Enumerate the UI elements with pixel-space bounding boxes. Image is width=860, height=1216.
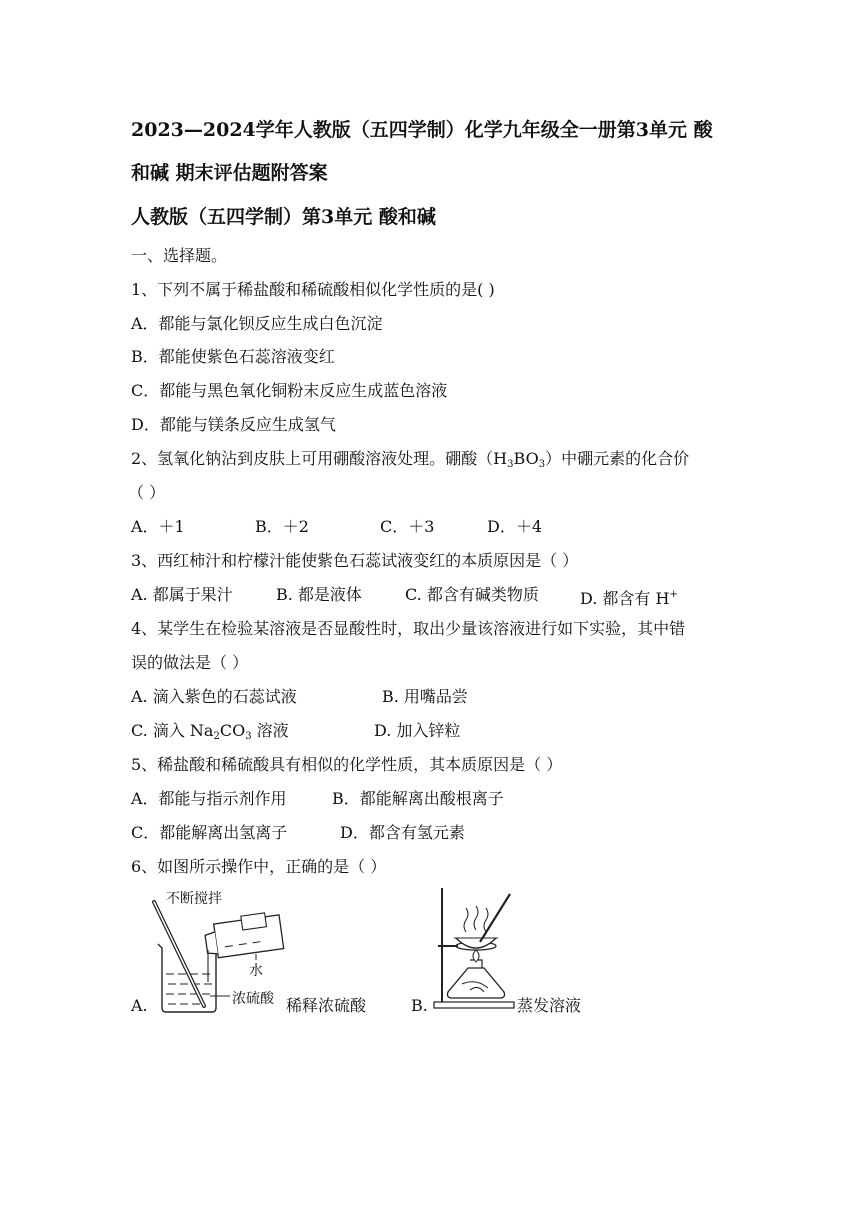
q2-option-b: B．＋2 <box>255 517 309 536</box>
q3-option-d-text: D. 都含有 H <box>580 589 670 608</box>
q3-stem: 3、西红柿汁和柠檬汁能使紫色石蕊试液变红的本质原因是（ ） <box>131 551 579 570</box>
q5-option-c: C．都能解离出氢离子 <box>131 823 288 842</box>
q2-subscript: 3 <box>538 459 546 470</box>
q4-option-c-part: C. 滴入 Na <box>131 721 214 740</box>
concentrated-acid-label: 浓硫酸 <box>232 991 274 1007</box>
q6-option-a-letter: A. <box>131 996 148 1015</box>
section-heading: 一、选择题。 <box>131 246 228 265</box>
q4-option-d: D. 加入锌粒 <box>374 721 461 740</box>
q4-option-c <box>131 721 289 747</box>
q5-stem: 5、稀盐酸和稀硫酸具有相似的化学性质，其本质原因是（ ） <box>131 755 563 774</box>
q2-stem-part: 2、氢氧化钠沾到皮肤上可用硼酸溶液处理。硼酸（H <box>131 449 508 468</box>
q2-answer-paren: （ ） <box>128 483 166 502</box>
q3-option-b: B. 都是液体 <box>276 585 362 604</box>
q3-option-a: A. 都属于果汁 <box>131 585 233 604</box>
q5-option-b: B．都能解离出酸根离子 <box>332 789 504 808</box>
q1-option-c: C．都能与黑色氧化铜粉末反应生成蓝色溶液 <box>131 381 448 400</box>
q4-option-c-part: CO <box>219 721 246 740</box>
q3-option-c: C. 都含有碱类物质 <box>405 585 539 604</box>
q1-stem: 1、下列不属于稀盐酸和稀硫酸相似化学性质的是( ) <box>131 280 495 299</box>
q4-subscript: 2 <box>213 731 220 742</box>
q4-subscript: 3 <box>245 731 252 742</box>
q2-stem <box>131 449 689 475</box>
q4-option-c-part: 溶液 <box>251 721 289 740</box>
evaporation-diagram <box>430 884 520 1014</box>
q6-option-a-caption: 稀释浓硫酸 <box>286 996 367 1015</box>
q2-option-d: D．＋4 <box>487 517 543 536</box>
q1-option-a: A．都能与氯化钡反应生成白色沉淀 <box>131 314 383 333</box>
water-label: 水 <box>249 963 263 979</box>
q3-superscript: + <box>669 589 678 600</box>
q6-option-b-letter: B. <box>411 996 428 1015</box>
q3-option-d <box>580 585 678 609</box>
stir-label: 不断搅拌 <box>166 891 222 907</box>
q6-option-b-caption: 蒸发溶液 <box>517 996 582 1015</box>
q4-option-b: B. 用嘴品尝 <box>382 687 468 706</box>
q2-option-c: C．＋3 <box>380 517 435 536</box>
q4-option-a: A. 滴入紫色的石蕊试液 <box>131 687 297 706</box>
q1-option-b: B．都能使紫色石蕊溶液变红 <box>131 347 335 366</box>
q2-option-a: A．＋1 <box>131 517 185 536</box>
q5-option-a: A．都能与指示剂作用 <box>131 789 287 808</box>
q5-option-d: D．都含有氢元素 <box>340 823 465 842</box>
q2-stem-part: BO <box>513 449 539 468</box>
q2-subscript: 3 <box>507 459 514 470</box>
q1-option-d: D．都能与镁条反应生成氢气 <box>131 415 336 434</box>
page-title-line-2: 和碱 期末评估题附答案 <box>131 162 328 184</box>
q6-stem: 6、如图所示操作中，正确的是（ ） <box>131 857 387 876</box>
q2-stem-part: ）中硼元素的化合价 <box>545 449 690 468</box>
page-title-line-1: 2023—2024学年人教版（五四学制）化学九年级全一册第3单元 酸 <box>131 119 713 141</box>
unit-subtitle: 人教版（五四学制）第3单元 酸和碱 <box>131 206 436 228</box>
q4-stem-line-2: 误的做法是（ ） <box>131 653 249 672</box>
q4-stem-line-1: 4、某学生在检验某溶液是否显酸性时，取出少量该溶液进行如下实验，其中错 <box>131 619 686 638</box>
